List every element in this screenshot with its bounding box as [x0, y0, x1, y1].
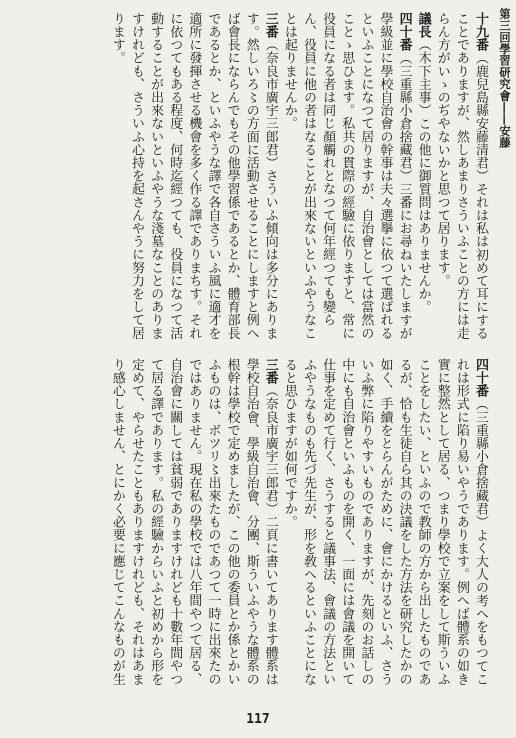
speaker-detail: （三重縣小倉捨藏君） — [473, 397, 488, 529]
top-text-block — [20, 12, 490, 342]
paragraph-text: 二頁に書いてあります體系は學校自治會、學級自治會、分團、斯ういふやうな體系の根幹は學校で定めましたが、この他の委員とか係とかいふものは、ボツリ〻出來たものであつて一時に出來たのではありません。現在私の學校では八年間やつて居る、自治會に關しては貧弱でありますけれども十數年間やつて居る譯であります。私の經驗からいふと初めから形を定めて、やらせたこともありますけれども、それはあまり感心しません、とにかく必要に應じてこんなものが生 — [109, 358, 278, 686]
page-number: 117 — [246, 712, 270, 727]
paragraph — [108, 12, 280, 342]
paragraph — [280, 12, 414, 342]
paragraph — [433, 12, 490, 342]
paragraph-text: さういふ傾向は多分にあります。然しいろ〻の方面に活動させることにしますと例へば會長にならんでもその他學習係であるとか、體育部長であるとか、といふやうな譯で各自さういふ風に適才を適所に發揮させる機會を多く作る譯でありまちす。それに依つてもある程度、何時迄經つても、役員になつて活動することが出來ないといふやうな淺墓なことのありますけれども、さういふ心持を起さんやうに努力をして居ります。 — [109, 12, 278, 340]
bottom-text-block — [20, 358, 490, 688]
speaker-detail: （奈良市廣宇三郎君） — [262, 384, 278, 516]
paragraph-text: 三番にお尋ねいたしますが學級並に學校自治會の幹事は夫々選擧に依つて選ばれるといふことになつて居りますが、自治會としては當然のことゝ思ひます。私共の貫際の經驗に依りますと、常に役員になる者は同じ顏觸れとなつて何年經つても變らん、役員に他の者はなることが出來ないといふやうなことは起りませんか。 — [281, 12, 412, 340]
running-header: 第三回學習研究會――安藤 — [498, 8, 512, 149]
speaker-detail: （奈良市廣宇三郎君） — [262, 38, 278, 170]
paragraph — [280, 358, 490, 688]
speaker-label: 十九番 — [473, 12, 488, 52]
paragraph-text: この他に御質問はありませんか。 — [415, 116, 431, 314]
speaker-detail: （三重縣小倉捨藏君） — [396, 51, 412, 183]
speaker-label: 三番 — [262, 12, 278, 39]
paragraph — [414, 12, 433, 342]
speaker-detail: （鹿兒島縣安藤清君） — [473, 51, 488, 183]
paragraph-text: それは私は初めて耳にすることであ​りますが、然しあまりさういふことの方には走らん方がいゝのぢやないかと思つて居ります。 — [434, 12, 488, 340]
speaker-label: 議長 — [415, 12, 431, 39]
speaker-label: 四十番 — [473, 358, 488, 398]
paragraph — [108, 358, 280, 688]
speaker-label: 四十番 — [396, 12, 412, 52]
paragraph-text: よく大人の考へをもつてこれは形式に陷り易いやうであります。例へば體系の如き實に整然として居る、つまり學校で立案をして斯ういふことをしたい、といふので教師の方から出したものであるが、恰も生徒自ら其の決議をした方法を研究したかの如く、手續をとらんがために、會にかけるといふ、さういふ弊に陷りやすいものでありますが、先刻のお話しの中にも自治會といふものを開く、一面には會議を開いて仕事を定めて行く、さうすると議事法、會議の方法といふやうなものも先づ先生が、形を敎へるといふことになると思ひますが如何ですか。 — [281, 358, 488, 686]
speaker-detail: （木下主事） — [415, 38, 431, 117]
speaker-label: 三番 — [262, 358, 278, 385]
